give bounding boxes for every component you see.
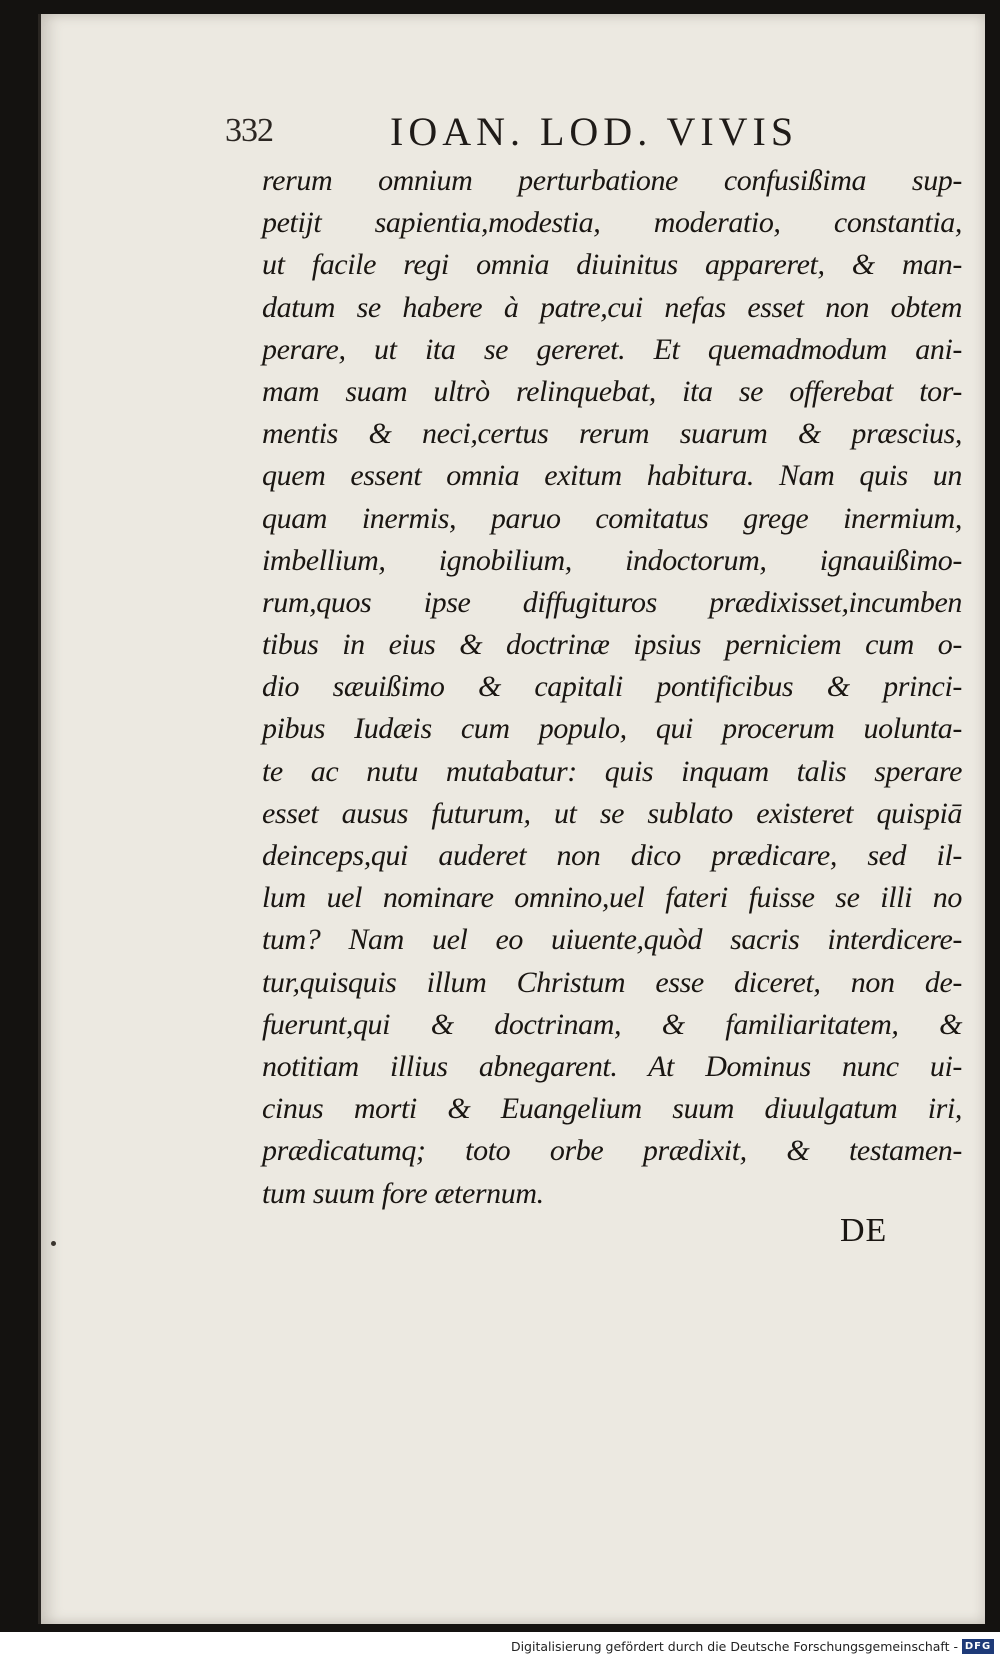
text-line: tum? Nam uel eo uiuente,quòd sacris interdicere-: [262, 923, 962, 957]
page-header: [225, 108, 925, 152]
text-line: cinus morti & Euangelium suum diuulgatum iri,: [262, 1092, 962, 1126]
text-line: prædicatumq; toto orbe prædixit, & testamen-: [262, 1134, 962, 1168]
body-text: [262, 160, 962, 1215]
text-line: pibus Iudæis cum populo, qui procerum uolunta-: [262, 712, 962, 746]
footer-bar: [0, 1632, 1000, 1661]
text-line-last: tum suum fore æternum.: [262, 1176, 544, 1210]
text-line: rum,quos ipse diffugituros prædixisset,incumben: [262, 585, 962, 619]
funding-credit: Digitalisierung gefördert durch die Deutsche Forschungsgemeinschaft -: [510, 1639, 958, 1654]
dfg-logo-icon: DFG: [962, 1639, 994, 1654]
text-line: perare, ut ita se gereret. Et quemadmodum ani-: [262, 332, 962, 366]
text-line: imbellium, ignobilium, indoctorum, ignauißimo-: [262, 543, 962, 577]
text-line: lum uel nominare omnino,uel fateri fuisse se illi no: [262, 881, 962, 915]
text-line: datum se habere à patre,cui nefas esset non obtem: [262, 290, 962, 324]
text-line: te ac nutu mutabatur: quis inquam talis sperare: [262, 754, 962, 788]
margin-mark: [51, 1241, 56, 1246]
text-line: quem essent omnia exitum habitura. Nam quis un: [262, 459, 962, 493]
text-line: deinceps,qui auderet non dico prædicare, sed il-: [262, 839, 962, 872]
text-line: mentis & neci,certus rerum suarum & præscius,: [262, 417, 962, 451]
text-line: notitiam illius abnegarent. At Dominus nunc ui-: [262, 1049, 962, 1083]
text-line: rerum omnium perturbatione confusißima sup-: [262, 164, 962, 197]
page-number: 332: [225, 112, 273, 149]
text-line: mam suam ultrò relinquebat, ita se offerebat tor-: [262, 374, 962, 408]
text-line: fuerunt,qui & doctrinam, & familiaritatem, &: [262, 1007, 962, 1041]
text-line: petijt sapientia,modestia, moderatio, constantia,: [262, 206, 962, 240]
text-line: esset ausus futurum, ut se sublato existeret quispiā: [262, 796, 962, 830]
text-line: tibus in eius & doctrinæ ipsius perniciem cum o-: [262, 628, 962, 662]
show-through-text: [251, 1242, 951, 1412]
text-line: tur,quisquis illum Christum esse diceret, non de-: [262, 965, 962, 999]
catchword: DE: [840, 1212, 888, 1249]
text-line: ut facile regi omnia diuinitus appareret, & man-: [262, 248, 962, 282]
text-line: dio sæuißimo & capitali pontificibus & princi-: [262, 670, 962, 704]
running-head: IOAN. LOD. VIVIS: [390, 109, 799, 154]
text-line: quam inermis, paruo comitatus grege inermium,: [262, 501, 962, 535]
